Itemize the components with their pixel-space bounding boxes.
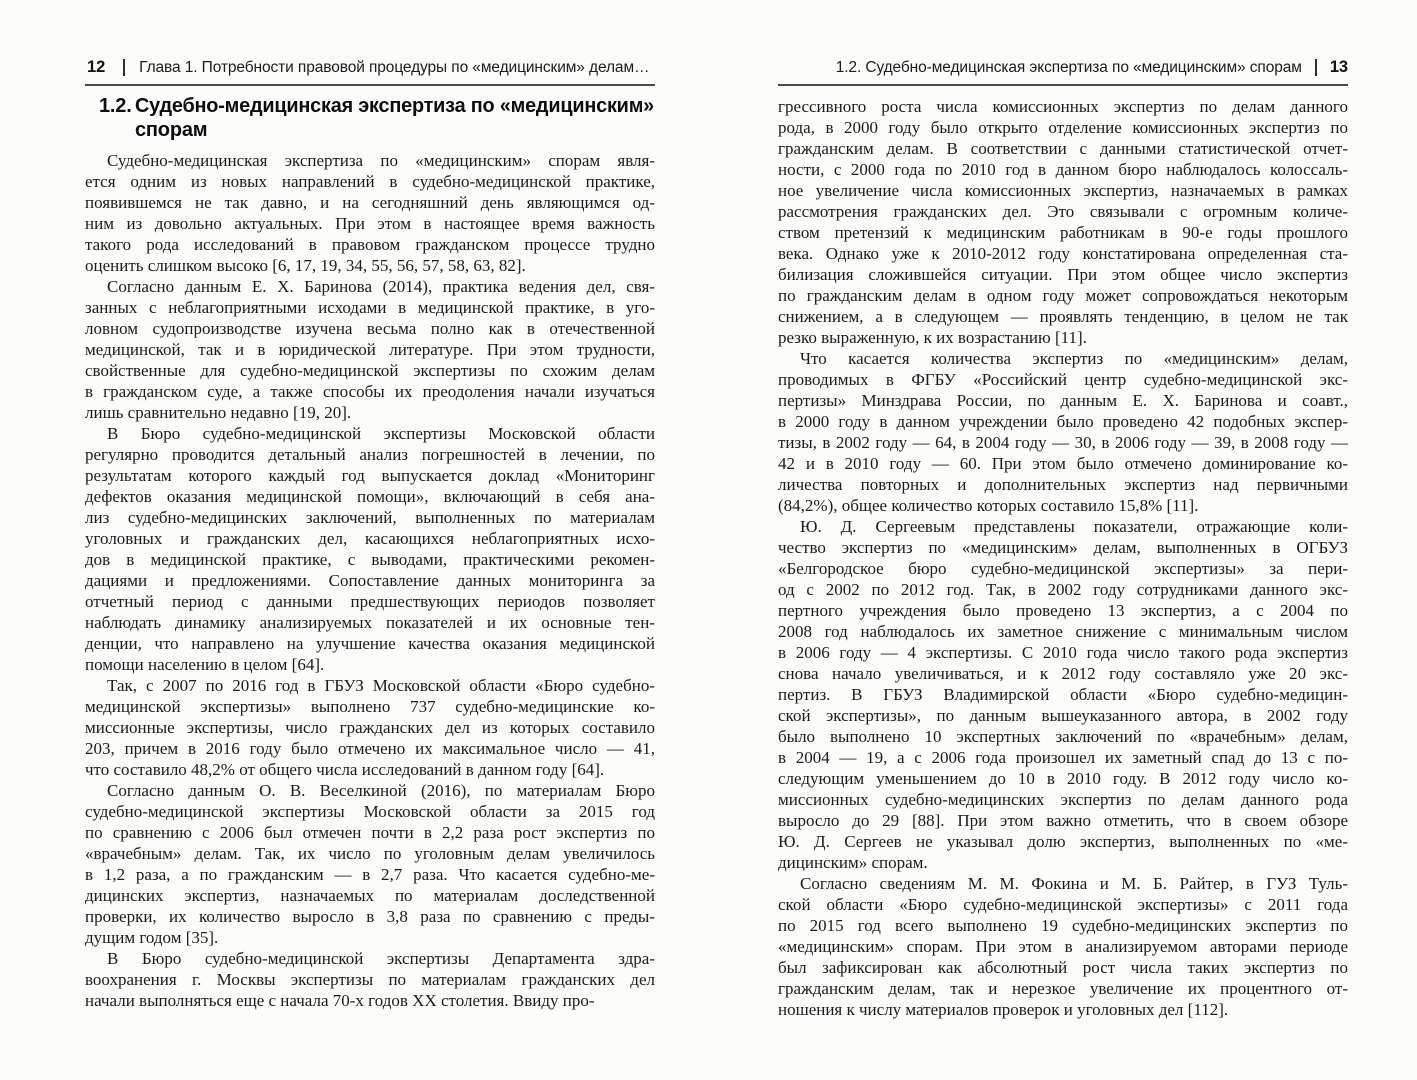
text-line: пертного учреждения было проведено 13 экспертиз, а с 2004 по	[778, 601, 1348, 620]
text-line: по 2015 год всего выполнено 19 судебно-медицинских экспертиз по	[778, 916, 1348, 935]
text-line: 203, причем в 2016 году было отмечено их максимальное число — 41,	[85, 739, 655, 758]
text-line: миссионных судебно-медицинских экспертиз по делам данного рода	[778, 790, 1348, 809]
page-body-right	[778, 96, 1348, 1020]
text-line: занных с неблагоприятными исходами в медицинской практике, в уго-	[85, 298, 655, 317]
text-line: Согласно данным О. В. Веселкиной (2016), по материалам Бюро	[107, 781, 655, 800]
text-line: ности, с 2000 года по 2010 год в данном бюро наблюдалось колоссаль-	[778, 160, 1348, 179]
text-line: гражданским делам, так и нерезкое увеличение их процентного от-	[778, 979, 1348, 998]
text-line: наблюдать динамику анализируемых показателей и их основные тен-	[85, 613, 655, 632]
text-line: помощи населению в целом [64].	[85, 655, 325, 674]
text-line: «врачебным» делам. Так, их число по уголовным делам увеличилось	[85, 844, 655, 863]
text-line: следующим уменьшением до 10 в 2010 году. В 2012 году число ко-	[778, 769, 1348, 788]
text-line: по гражданским делам в одном году может сопровождаться некоторым	[778, 286, 1348, 305]
text-line: ловном судопроизводстве изучена весьма полно как в отечественной	[85, 319, 655, 338]
text-line: ношения к числу материалов проверок и уголовных дел [112].	[778, 1000, 1229, 1019]
text-line: судебно-медицинской экспертизы Московской области за 2015 год	[85, 802, 655, 821]
paragraph	[778, 516, 1348, 873]
text-line: денции, что направлено на улучшение качества оказания медицинской	[85, 634, 655, 653]
text-line: было выполнено 10 экспертных заключений по «врачебным» делам,	[778, 727, 1348, 746]
text-line: Ю. Д. Сергеевым представлены показатели, отражающие коли-	[800, 517, 1348, 536]
text-line: дицинским» спорам.	[778, 853, 928, 872]
running-header-right	[778, 56, 1348, 79]
text-line: В Бюро судебно-медицинской экспертизы Департамента здра-	[107, 949, 655, 968]
text-line: лишь сравнительно недавно [19, 20].	[85, 403, 352, 422]
text-line: выросло до 29 [88]. При этом важно отметить, что в своем обзоре	[778, 811, 1348, 830]
text-line: проводимых в ФГБУ «Российский центр судебно-медицинской экс-	[778, 370, 1348, 389]
paragraph	[85, 780, 655, 948]
text-line: Так, с 2007 по 2016 год в ГБУЗ Московской области «Бюро судебно-	[107, 676, 655, 695]
text-line: Согласно сведениям М. М. Фокина и М. Б. Райтер, в ГУЗ Туль-	[800, 874, 1348, 893]
header-rule-right	[778, 84, 1348, 86]
section-heading	[99, 94, 655, 142]
text-line: «медицинским» спорам. При этом в анализируемом авторами периоде	[778, 937, 1348, 956]
text-line: рассмотрения гражданских дел. Это связывали с огромным количе-	[778, 202, 1348, 221]
text-line: дефектов оказания медицинской помощи», включающий в себя ана-	[85, 487, 655, 506]
text-line: пертиз. В ГБУЗ Владимирской области «Бюро судебно-медицин-	[778, 685, 1348, 704]
text-line: грессивного роста числа комиссионных экспертиз по делам данного	[778, 97, 1348, 116]
page-left	[85, 0, 655, 1080]
text-line: дицинских экспертиз, назначаемых по материалам доследственной	[85, 886, 655, 905]
text-line: од с 2002 по 2012 год. Так, в 2002 году сотрудниками данного экс-	[778, 580, 1348, 599]
text-line: в 1,2 раза, а по гражданским — в 2,7 раза. Что касается судебно-ме-	[85, 865, 655, 884]
text-line: Что касается количества экспертиз по «медицинским» делам,	[800, 349, 1348, 368]
header-rule-left	[85, 84, 655, 86]
paragraph	[85, 423, 655, 675]
text-line: Согласно данным Е. Х. Баринова (2014), практика ведения дел, свя-	[107, 277, 655, 296]
text-line: чество экспертиз по «медицинским» делам, выполненных в ОГБУЗ	[778, 538, 1348, 557]
text-line: начали выполняться еще с начала 70-х годов XX столетия. Ввиду про-	[85, 991, 595, 1010]
text-line: в 2006 году — 4 экспертизы. С 2010 года число такого рода экспертиз	[778, 643, 1348, 662]
paragraph	[778, 348, 1348, 516]
text-line: миссионные экспертизы, число гражданских дел из которых составило	[85, 718, 655, 737]
text-line: личества повторных и дополнительных экспертиз над первичными	[778, 475, 1348, 494]
page-right	[778, 0, 1348, 1080]
text-line: века. Однако уже к 2010-2012 году констатирована определенная ста-	[778, 244, 1348, 263]
paragraph	[85, 675, 655, 780]
text-line: в 2000 году в данном учреждении было проведено 42 подобных экспер-	[778, 412, 1348, 431]
text-line: снижением, а в следующем — проявлять тенденцию, в целом не так	[778, 307, 1348, 326]
text-line: такого рода исследований в правовом гражданском процессе трудно	[85, 235, 655, 254]
text-line: пертизы» Минздрава России, по данным Е. Х. Баринова и соавт.,	[778, 391, 1348, 410]
text-line: билизация сложившейся ситуации. При этом общее число экспертиз	[778, 265, 1348, 284]
section-number: 1.2.	[99, 95, 132, 117]
text-line: снова начало увеличиваться, и к 2012 году составляло уже 20 экс-	[778, 664, 1348, 683]
text-line: воохранения г. Москвы экспертизы по материалам гражданских дел	[85, 970, 655, 989]
text-line: рода, в 2000 году было открыто отделение комиссионных экспертиз по	[778, 118, 1348, 137]
text-line: ним из довольно актуальных. При этом в настоящее время важность	[85, 214, 655, 233]
text-line: Судебно-медицинская экспертиза по «медицинским» спорам явля-	[107, 151, 655, 170]
text-line: 42 и в 2010 году — 60. При этом было отмечено доминирование ко-	[778, 454, 1348, 473]
running-header-title-right: 1.2. Судебно-медицинская экспертиза по «медицинским» спорам	[835, 58, 1302, 76]
paragraph	[85, 948, 655, 1011]
text-line: Ю. Д. Сергеев не указывал долю экспертиз, выполненных по «ме-	[778, 832, 1348, 851]
text-line: медицинской экспертизы» выполнено 737 судебно-медицинские ко-	[85, 697, 655, 716]
text-line: 2008 год наблюдалось их заметное снижение с минимальным числом	[778, 622, 1348, 641]
text-line: гражданским делам. В соответствии с данными статистической отчет-	[778, 139, 1348, 158]
text-line: «Белгородское бюро судебно-медицинской экспертизы» за пери-	[778, 559, 1348, 578]
text-line: дущим годом [35].	[85, 928, 219, 947]
text-line: по сравнению с 2006 был отмечен почти в 2,2 раза рост экспертиз по	[85, 823, 655, 842]
page-number-left: 12	[87, 58, 106, 76]
text-line: ством претензий к медицинским работникам в 90-е годы прошлого	[778, 223, 1348, 242]
section-title	[135, 94, 654, 142]
text-line: ется одним из новых направлений в судебно-медицинской практике,	[85, 172, 655, 191]
text-line: уголовных и гражданских дел, касающихся неблагоприятных исхо-	[85, 529, 655, 548]
text-line: ской области «Бюро судебно-медицинской экспертизы» с 2011 года	[778, 895, 1348, 914]
page-body-left	[85, 150, 655, 1011]
text-line: дов в медицинской практике, с выводами, практическими рекомен-	[85, 550, 655, 569]
section-title-line: Судебно-медицинская экспертиза по «медицинским»	[135, 95, 655, 117]
text-line: что составило 48,2% от общего числа исследований в данном году [64].	[85, 760, 605, 779]
text-line: медицинской, так и в юридической литературе. При этом трудности,	[85, 340, 655, 359]
text-line: ное увеличение числа комиссионных экспертиз, назначаемых в рамках	[778, 181, 1348, 200]
text-line: результатам которого каждый год выпускается доклад «Мониторинг	[85, 466, 655, 485]
text-line: проверки, их количество выросло в 3,8 раза по сравнению с преды-	[85, 907, 655, 926]
text-line: в гражданском суде, а также способы их преодоления начали изучаться	[85, 382, 655, 401]
text-line: В Бюро судебно-медицинской экспертизы Московской области	[107, 424, 655, 443]
text-line: лиз судебно-медицинских заключений, выполненных по материалам	[85, 508, 655, 527]
paragraph	[85, 276, 655, 423]
text-line: появившемся не так давно, и на сегодняшний день являющимся од-	[85, 193, 655, 212]
text-line: (84,2%), общее количество которых составило 15,8% [11].	[778, 496, 1199, 515]
text-line: свойственные для судебно-медицинской экспертизы по схожим делам	[85, 361, 655, 380]
text-line: в 2004 — 19, а с 2006 года произошел их заметный спад до 13 с по-	[778, 748, 1348, 767]
text-line: ской экспертизы», по данным вышеуказанного автора, в 2002 году	[778, 706, 1348, 725]
paragraph	[85, 150, 655, 276]
text-line: был зафиксирован как абсолютный рост числа таких экспертиз по	[778, 958, 1348, 977]
header-separator	[123, 59, 125, 76]
text-line: тизы, в 2002 году — 64, в 2004 году — 30, в 2006 году — 39, в 2008 году —	[778, 433, 1348, 452]
running-header-title-left: Глава 1. Потребности правовой процедуры по «медицинским» делам…	[139, 58, 650, 76]
text-line: дациями и предложениями. Сопоставление данных мониторинга за	[85, 571, 655, 590]
text-line: оценить слишком высоко [6, 17, 19, 34, 55, 56, 57, 58, 63, 82].	[85, 256, 526, 275]
page-number-right: 13	[1329, 58, 1348, 76]
header-separator	[1315, 59, 1317, 76]
text-line: отчетный период с данными предшествующих периодов позволяет	[85, 592, 655, 611]
paragraph	[778, 96, 1348, 348]
running-header-left	[85, 56, 655, 79]
paragraph	[778, 873, 1348, 1020]
text-line: резко выраженную, к их возрастанию [11].	[778, 328, 1087, 347]
text-line: регулярно проводится детальный анализ погрешностей в лечении, по	[85, 445, 655, 464]
section-title-line: спорам	[135, 119, 208, 141]
